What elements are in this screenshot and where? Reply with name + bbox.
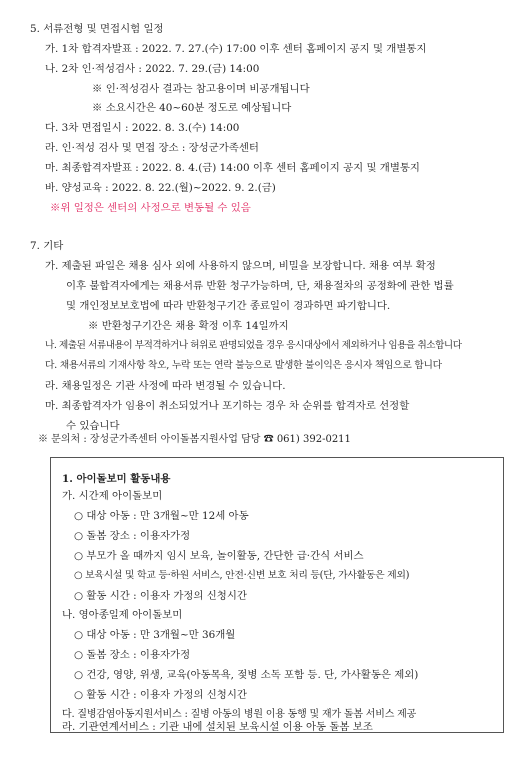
section5-item: 바. 양성교육 : 2022. 8. 22.(월)~2022. 9. 2.(금) [45,182,276,194]
section7-line: 이후 불합격자에게는 채용서류 반환 청구가능하며, 단, 채용절차의 공정화에 관한 법률 [66,280,454,292]
box-line: 나. 영아종일제 아이돌보미 [62,609,183,621]
activity-box [50,457,504,733]
section5-item: 라. 인·적성 검사 및 면접 장소 : 장성군가족센터 [45,142,259,154]
box-line: ○ 활동 시간 : 이용자 가정의 신청시간 [74,689,247,701]
section5-note: ※ 인·적성검사 결과는 참고용이며 비공개됩니다 [92,83,310,95]
section5-item: 가. 1차 합격자발표 : 2022. 7. 27.(수) 17:00 이후 센터 홈페이지 공지 및 개별통지 [45,43,427,55]
contact-info: ※ 문의처 : 장성군가족센터 아이돌봄지원사업 담당 ☎ 061) 392-0211 [38,434,351,445]
box-line: ○ 활동 시간 : 이용자 가정의 신청시간 [74,590,247,602]
box-line: ○ 돌봄 장소 : 이용자가정 [74,530,191,542]
box-title: 1. 아이돌보미 활동내용 [62,473,171,485]
section7-line: 다. 채용서류의 기재사항 착오, 누락 또는 연락 불능으로 발생한 불이익은 응시자 책임으로 합니다 [45,360,442,371]
box-line: ○ 보육시설 및 학교 등·하원 서비스, 안전·신변 보호 처리 등(단, 가사활동은 제외) [74,570,410,581]
section5-item: 마. 최종합격자발표 : 2022. 8. 4.(금) 14:00 이후 센터 홈페이지 공지 및 개별통지 [45,162,420,174]
box-line: ○ 대상 아동 : 만 3개월~만 36개월 [74,629,236,641]
section7-line: 라. 채용일정은 기관 사정에 따라 변경될 수 있습니다. [45,380,286,392]
box-line: 가. 시간제 아이돌보미 [62,490,163,502]
section7-line: 및 개인정보보호법에 따라 반환청구기간 종료일이 경과하면 파기합니다. [66,300,391,312]
box-line: 다. 질병감염아동지원서비스 : 질병 아동의 병원 이용 동행 및 재가 돌봄 서비스 제공 [62,709,417,720]
box-line: ○ 부모가 올 때까지 임시 보육, 놀이활동, 간단한 급·간식 서비스 [74,550,364,562]
section5-note: ※ 소요시간은 40~60분 정도로 예상됩니다 [92,102,292,114]
section5-item: 나. 2차 인·적성검사 : 2022. 7. 29.(금) 14:00 [45,63,260,75]
section7-line: 마. 최종합격자가 임용이 취소되었거나 포기하는 경우 차 순위를 합격자로 선정할 [45,400,410,412]
section7-line: 나. 제출된 서류내용이 부적격하거나 허위로 판명되었을 경우 응시대상에서 제외하거나 임용을 취소합니다 [45,340,462,351]
section7-note: ※ 반환청구기간은 채용 확정 이후 14일까지 [88,320,289,332]
box-line: 라. 기관연계서비스 : 기관 내에 설치된 보육시설 이용 아동 돌봄 보조 [62,721,373,733]
section5-item: 다. 3차 면접일시 : 2022. 8. 3.(수) 14:00 [45,122,240,134]
section7-heading: 7. 기타 [30,240,64,252]
schedule-change-notice: ※위 일정은 센터의 사정으로 변동될 수 있음 [50,202,251,214]
box-line: ○ 건강, 영양, 위생, 교육(아동목욕, 젖병 소독 포함 등. 단, 가사활동은 제외) [74,669,419,681]
box-line: ○ 대상 아동 : 만 3개월~만 12세 아동 [74,510,249,522]
section7-line: 가. 제출된 파일은 채용 심사 외에 사용하지 않으며, 비밀을 보장합니다. 채용 여부 확정 [45,260,436,272]
section5-heading: 5. 서류전형 및 면접시험 일정 [30,23,164,35]
section7-line: 수 있습니다 [66,420,120,432]
box-line: ○ 돌봄 장소 : 이용자가정 [74,649,191,661]
